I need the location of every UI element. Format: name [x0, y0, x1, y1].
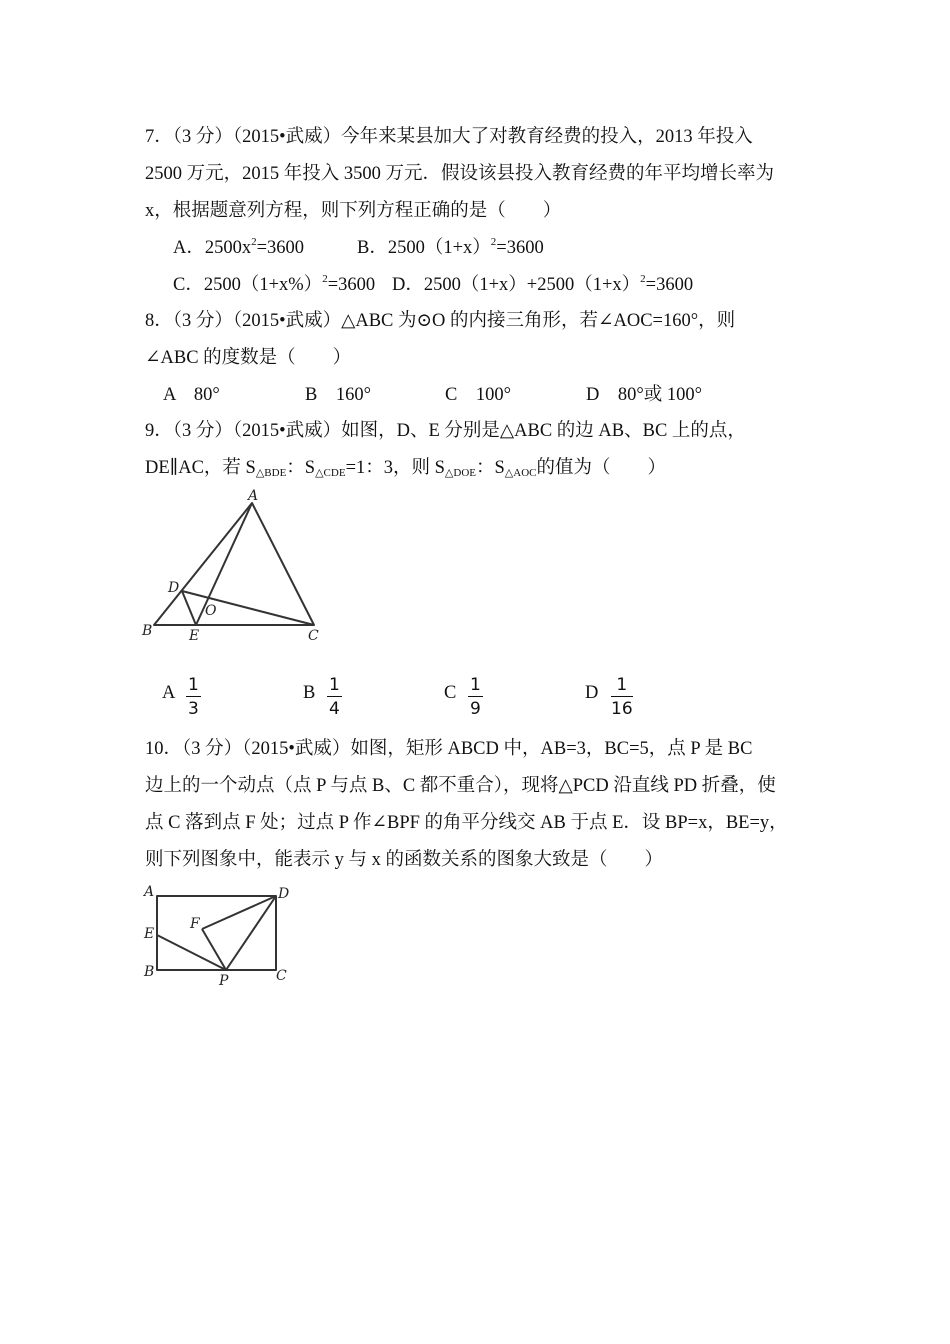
q9-line-1: 9．（3 分）（2015•武威）如图，D、E 分别是△ABC 的边 AB、BC 上的点，: [145, 421, 746, 441]
label-d: D: [278, 886, 290, 902]
q9-option-c-letter: C: [444, 683, 457, 703]
q9-option-a-fraction: 1 3: [188, 675, 199, 719]
label-f: F: [190, 916, 200, 932]
q7-line-1: 7．（3 分）（2015•武威）今年来某县加大了对教育经费的投入，2013 年投入: [145, 127, 753, 147]
q10-line-4: 则下列图象中，能表示 y 与 x 的函数关系的图象大致是（ ）: [145, 850, 664, 870]
label-a: A: [248, 488, 259, 504]
segment-de: [182, 591, 196, 625]
q7-option-a: A．$2500x^2=3600$: [173, 236, 305, 258]
q9-option-c-fraction: 1 9: [470, 675, 481, 719]
label-p: P: [219, 973, 229, 988]
label-o: O: [205, 603, 217, 619]
label-c: C: [308, 628, 319, 644]
q9-option-a-letter: A: [162, 683, 176, 703]
label-c: C: [276, 968, 287, 984]
q7-option-d: D．$2500(1+x)+2500(1+x)^2=3600$: [392, 273, 694, 295]
q9-option-b-letter: B: [303, 683, 316, 703]
q7-option-c: C．$2500(1+x\%)^2=3600$: [173, 273, 376, 295]
q10-line-2: 边上的一个动点（点 P 与点 B、C 都不重合），现将△PCD 沿直线 PD 折叠，使: [145, 776, 776, 796]
label-b: B: [142, 623, 153, 639]
label-b: B: [144, 964, 155, 980]
label-d: D: [168, 580, 180, 596]
segment-dc: [182, 591, 314, 625]
q8-option-b: B 160°: [305, 385, 371, 405]
q9-option-d-letter: D: [585, 683, 599, 703]
q10-line-3: 点 C 落到点 F 处；过点 P 作∠BPF 的角平分线交 AB 于点 E．设 BP=x，BE=y，: [145, 813, 788, 833]
q10-line-1: 10．（3 分）（2015•武威）如图，矩形 ABCD 中，AB=3，BC=5，点 P 是 BC: [145, 739, 753, 759]
q8-option-a: A 80°: [163, 385, 220, 405]
q7-line-3: x，根据题意列方程，则下列方程正确的是（ ）: [145, 201, 562, 221]
q8-line-2: ∠ABC 的度数是（ ）: [145, 348, 352, 368]
q7-option-b: B．$2500(1+x)^2=3600$: [357, 236, 544, 258]
label-e: E: [144, 926, 155, 942]
q9-line-2: DE∥AC，若 $S_{\triangle BDE}$：$S_{\triangle CDE}=1$：3，则 $S_{\triangle DOE}$：$S_{\triangle AOC}$的值为（ ）: [145, 458, 666, 479]
q8-option-d: D 80°或 100°: [586, 385, 703, 405]
label-e: E: [189, 628, 200, 644]
q9-option-d-fraction: 1 16: [611, 675, 633, 719]
rectangle-abcd: [157, 896, 276, 970]
q7-line-2: 2500 万元，2015 年投入 3500 万元．假设该县投入教育经费的年平均增长率为: [145, 164, 775, 184]
q9-option-b-fraction: 1 4: [329, 675, 340, 719]
q8-option-c: C 100°: [445, 385, 511, 405]
q8-line-1: 8．（3 分）（2015•武威）△ABC 为⊙O 的内接三角形，若∠AOC=160°，则: [145, 311, 736, 331]
label-a: A: [144, 884, 155, 900]
triangle-abc: [154, 503, 314, 625]
q10-rectangle-figure: [138, 878, 298, 988]
q9-triangle-figure: [138, 485, 338, 650]
